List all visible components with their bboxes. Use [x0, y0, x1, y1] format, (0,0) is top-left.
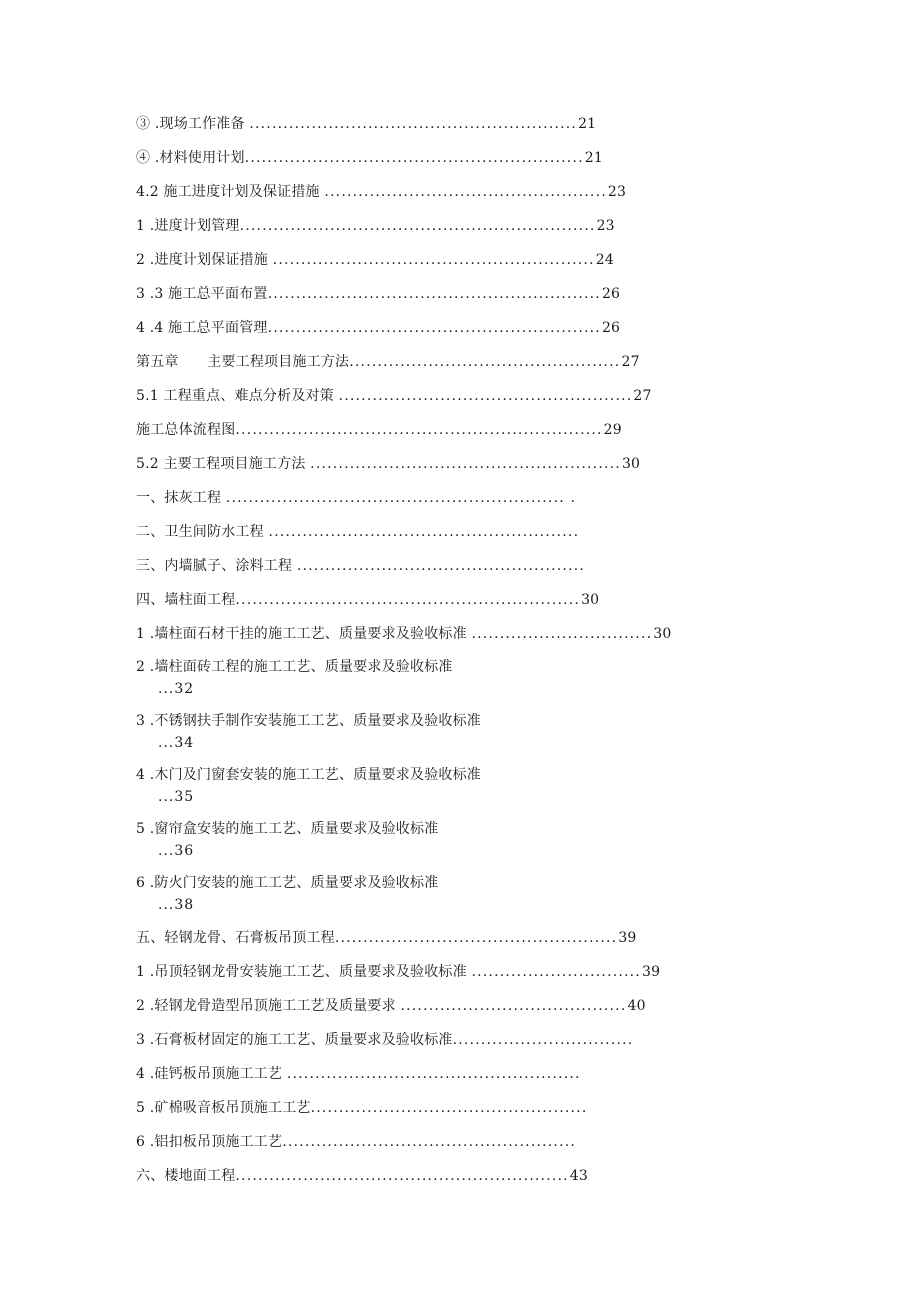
toc-entry — [136, 489, 577, 507]
toc-label: 4.2 施工进度计划及保证措施 — [136, 184, 325, 200]
toc-page-number: 27 — [621, 354, 640, 370]
toc-page-number: 26 — [601, 286, 621, 302]
toc-entry — [136, 1065, 582, 1083]
toc-wrapped-page-number: ...36 — [158, 843, 195, 859]
toc-label: 1 .进度计划管理 — [136, 218, 240, 234]
toc-page-number: 30 — [653, 626, 672, 642]
toc-page-number: 26 — [601, 320, 621, 336]
toc-page-number: 23 — [596, 218, 615, 234]
toc-entry — [136, 929, 637, 947]
toc-wrapped-page-number: ...38 — [158, 897, 195, 913]
toc-label: 2 .进度计划保证措施 — [136, 252, 273, 268]
toc-label: 2 .墙柱面砖工程的施工工艺、质量要求及验收标准 — [136, 659, 453, 675]
toc-label: 5 .窗帘盒安装的施工工艺、质量要求及验收标准 — [136, 821, 439, 837]
toc-entry — [136, 115, 596, 133]
toc-entry — [136, 319, 620, 337]
toc-leader: ................................................. — [310, 1100, 588, 1116]
toc-entry-chapter — [136, 353, 640, 371]
toc-label: 3 .3 施工总平面布置 — [136, 286, 268, 302]
toc-label: 3 .石膏板材固定的施工工艺、质量要求及验收标准 — [136, 1032, 453, 1048]
toc-entry — [136, 149, 603, 167]
toc-page-number: 30 — [621, 456, 641, 472]
toc-label: 三、内墙腻子、涂料工程 — [136, 558, 297, 574]
toc-entry — [136, 251, 614, 269]
toc-page-number: 21 — [578, 116, 597, 132]
toc-leader: ....................................................... — [268, 524, 580, 540]
toc-label: 4 .4 施工总平面管理 — [136, 320, 268, 336]
toc-leader: ........................................................... — [267, 320, 601, 336]
toc-entry — [136, 1099, 588, 1117]
toc-entry — [136, 712, 481, 730]
toc-label: 3 .不锈钢扶手制作安装施工工艺、质量要求及验收标准 — [136, 713, 482, 729]
toc-entry — [136, 285, 620, 303]
toc-entry — [136, 387, 652, 405]
toc-entry — [136, 183, 626, 201]
toc-leader: ................................................................. — [235, 422, 603, 438]
toc-leader: ................................................... — [296, 558, 586, 574]
toc-label: 1 .吊顶轻钢龙骨安装施工工艺、质量要求及验收标准 — [136, 964, 472, 980]
toc-leader: .............................. — [471, 964, 641, 980]
toc-leader: ....................................................... — [310, 456, 621, 472]
toc-entry — [136, 455, 640, 473]
toc-label: 1 .墙柱面石材干挂的施工工艺、质量要求及验收标准 — [136, 626, 472, 642]
toc-leader: ............................................................. — [235, 592, 581, 608]
toc-entry — [136, 625, 672, 643]
toc-label: 2 .轻钢龙骨造型吊顶施工工艺及质量要求 — [136, 998, 401, 1014]
toc-entry — [136, 1167, 588, 1185]
toc-entry — [136, 217, 615, 235]
toc-entry — [136, 658, 453, 676]
toc-label: 5.2 主要工程项目施工方法 — [136, 456, 311, 472]
toc-leader: .................................................. — [324, 184, 607, 200]
toc-entry — [136, 874, 438, 892]
toc-leader: .................................................... — [286, 1066, 581, 1082]
toc-leader: .................................................. — [334, 930, 618, 946]
toc-leader: ........................................................... — [235, 1168, 569, 1184]
toc-label: 二、卫生间防水工程 — [136, 524, 269, 540]
toc-entry — [136, 766, 481, 784]
toc-label: 四、墙柱面工程 — [136, 592, 236, 608]
toc-page-number: 30 — [581, 592, 600, 608]
toc-page-number: 27 — [633, 388, 652, 404]
toc-leader: ......................................................... — [272, 252, 595, 268]
toc-entry — [136, 523, 580, 541]
toc-label: 4 .硅钙板吊顶施工工艺 — [136, 1066, 287, 1082]
toc-entry — [136, 1031, 634, 1049]
toc-entry — [136, 591, 599, 609]
toc-leader: ................................................ — [349, 354, 621, 370]
toc-page-number: 29 — [603, 422, 622, 438]
toc-label: ④ .材料使用计划 — [136, 150, 245, 166]
toc-leader: .................................................... — [282, 1134, 577, 1150]
toc-wrapped-page-number: ...32 — [158, 681, 195, 697]
toc-leader: ........................................ — [400, 998, 627, 1014]
toc-page-number: 39 — [641, 964, 661, 980]
toc-leader: ............................................................ — [244, 150, 584, 166]
toc-label: 施工总体流程图 — [136, 422, 236, 438]
toc-page-number: 39 — [618, 930, 637, 946]
toc-leader: ........................................................... — [267, 286, 601, 302]
toc-leader: ............................................................... — [239, 218, 596, 234]
toc-label: 4 .木门及门窗套安装的施工工艺、质量要求及验收标准 — [136, 767, 482, 783]
toc-page-number: 43 — [569, 1168, 588, 1184]
toc-label: ③ .现场工作准备 — [136, 116, 250, 132]
toc-label: 6 .防火门安装的施工工艺、质量要求及验收标准 — [136, 875, 439, 891]
toc-entry — [136, 1133, 577, 1151]
toc-leader: ................................ — [452, 1032, 634, 1048]
toc-leader: ............................................................ . — [225, 490, 577, 506]
toc-label: 第五章 主要工程项目施工方法 — [136, 354, 350, 370]
toc-leader: .................................................... — [338, 388, 633, 404]
toc-leader: .......................................................... — [249, 116, 578, 132]
toc-page-number: 40 — [627, 998, 646, 1014]
toc-entry — [136, 557, 586, 575]
toc-label: 五、轻钢龙骨、石膏板吊顶工程 — [136, 930, 335, 946]
toc-wrapped-page-number: ...34 — [158, 735, 195, 751]
toc-entry — [136, 963, 660, 981]
toc-page-number: 24 — [595, 252, 614, 268]
toc-label: 一、抹灰工程 — [136, 490, 226, 506]
toc-label: 5.1 工程重点、难点分析及对策 — [136, 388, 339, 404]
toc-wrapped-page-number: ...35 — [158, 789, 195, 805]
toc-label: 六、楼地面工程 — [136, 1168, 236, 1184]
toc-leader: ................................ — [471, 626, 653, 642]
toc-page-number: 21 — [584, 150, 603, 166]
toc-page-number: 23 — [607, 184, 627, 200]
toc-entry — [136, 820, 438, 838]
toc-entry — [136, 997, 646, 1015]
toc-label: 5 .矿棉吸音板吊顶施工工艺 — [136, 1100, 311, 1116]
toc-label: 6 .铝扣板吊顶施工工艺 — [136, 1134, 283, 1150]
toc-entry — [136, 421, 622, 439]
